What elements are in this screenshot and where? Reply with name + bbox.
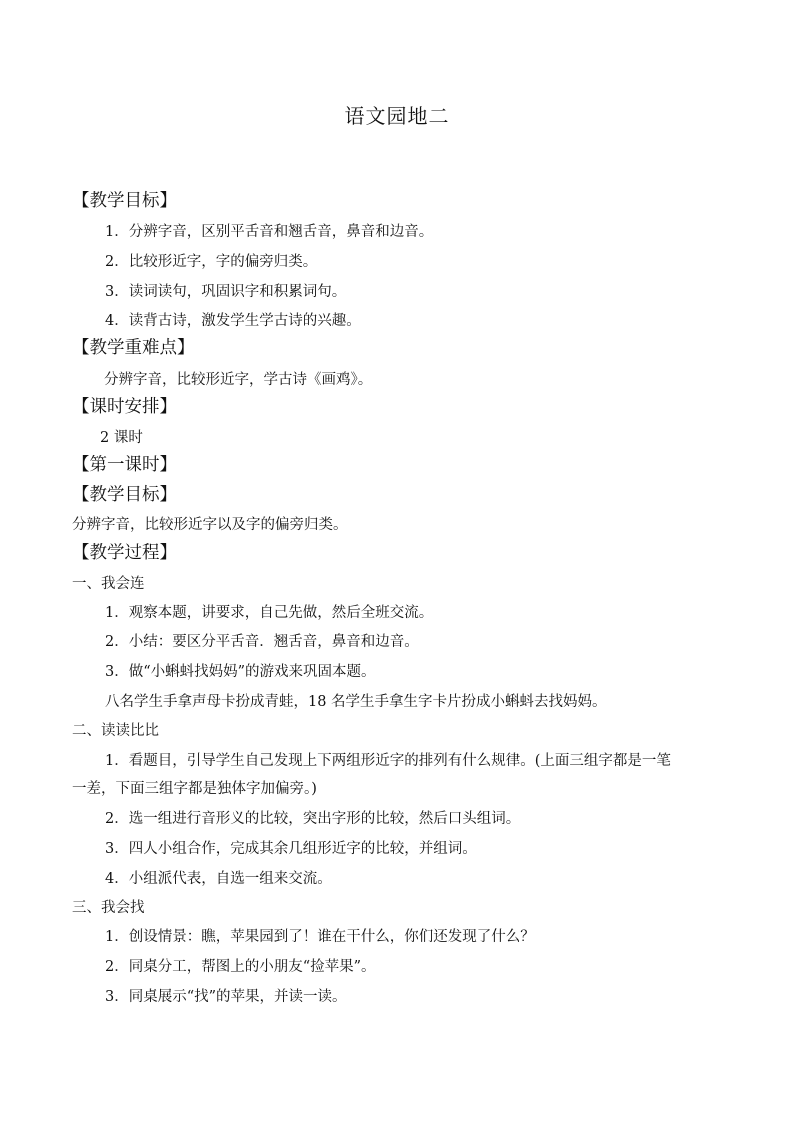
goal-item: 3．读词读句，巩固识字和积累词句。 — [105, 284, 347, 300]
part-title: 一、我会连 — [72, 576, 145, 592]
process-item: 1．观察本题，讲要求，自己先做，然后全班交流。 — [105, 605, 434, 621]
section-heading-lesson1: 【第一课时】 — [72, 455, 177, 475]
section-heading-lesson1-goals: 【教学目标】 — [72, 485, 177, 505]
section-heading-goals: 【教学目标】 — [72, 191, 177, 211]
process-note: 八名学生手拿声母卡扮成青蛙，18 名学生手拿生字卡片扮成小蝌蚪去找妈妈。 — [105, 694, 607, 710]
process-item: 2．同桌分工，帮图上的小朋友“捡苹果”。 — [105, 959, 376, 975]
process-item: 3．四人小组合作，完成其余几组形近字的比较，并组词。 — [105, 841, 477, 857]
goal-item: 1．分辨字音，区别平舌音和翘舌音，鼻音和边音。 — [105, 224, 434, 240]
process-item: 1．看题目，引导学生自己发现上下两组形近字的排列有什么规律。(上面三组字都是一笔 — [105, 753, 671, 769]
part-title: 三、我会找 — [72, 900, 145, 916]
section-heading-process: 【教学过程】 — [72, 543, 177, 563]
part-title: 二、读读比比 — [72, 723, 159, 739]
lesson1-goals-text: 分辨字音，比较形近字以及字的偏旁归类。 — [72, 517, 348, 533]
section-heading-key: 【教学重难点】 — [72, 338, 195, 358]
process-item: 2．小结：要区分平舌音．翘舌音，鼻音和边音。 — [105, 634, 419, 650]
schedule-text: 2 课时 — [100, 430, 143, 446]
process-item: 4．小组派代表，自选一组来交流。 — [105, 871, 332, 887]
section-heading-schedule: 【课时安排】 — [72, 397, 177, 417]
process-item: 2．选一组进行音形义的比较，突出字形的比较，然后口头组词。 — [105, 811, 521, 827]
goal-item: 2．比较形近字，字的偏旁归类。 — [105, 254, 318, 270]
process-item-continuation: 一差，下面三组字都是独体字加偏旁。) — [72, 781, 317, 797]
goal-item: 4．读背古诗，激发学生学古诗的兴趣。 — [105, 313, 361, 329]
process-item: 3．同桌展示“找”的苹果，并读一读。 — [105, 989, 347, 1005]
key-text: 分辨字音，比较形近字，学古诗《画鸡》。 — [104, 372, 373, 388]
process-item: 3．做“小蝌蚪找妈妈”的游戏来巩固本题。 — [105, 664, 376, 680]
page-title: 语文园地二 — [344, 104, 450, 128]
process-item: 1．创设情景：瞧，苹果园到了！谁在干什么，你们还发现了什么？ — [105, 929, 535, 945]
